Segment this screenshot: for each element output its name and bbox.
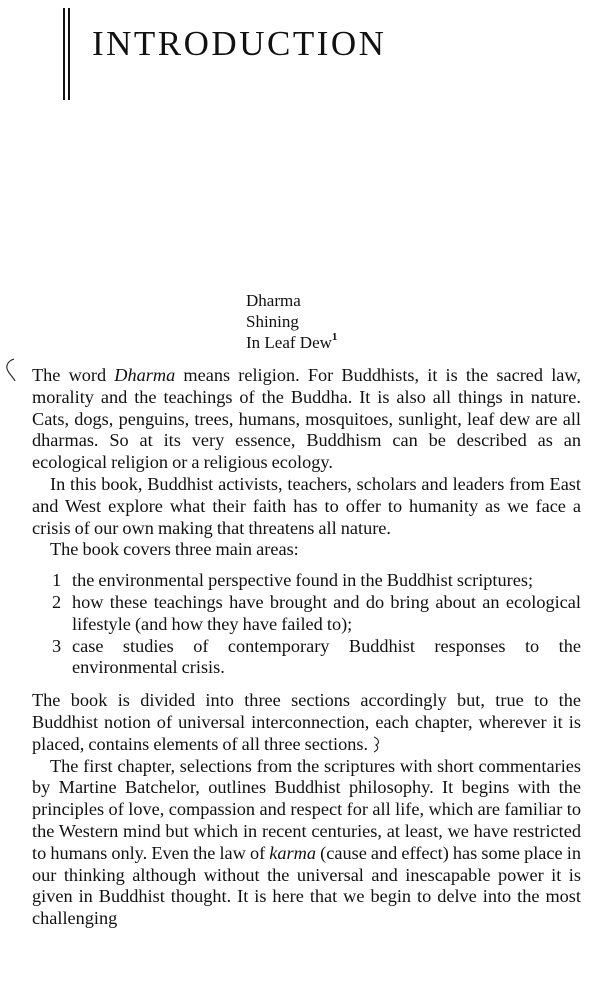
epigraph-line: In Leaf Dew$^1$ bbox=[246, 331, 338, 352]
page-title: INTRODUCTION bbox=[92, 24, 387, 63]
epigraph bbox=[246, 290, 337, 353]
paragraph: The book is divided into three sections accordingly but, true to the Buddhist notion of universal interconnection, each chapter, wherever it is placed, contains elements of all three sections. bbox=[32, 690, 581, 754]
list-item: 3 case studies of contemporary Buddhist responses to the environmental crisis. bbox=[52, 635, 581, 678]
epigraph-line: Dharma bbox=[246, 291, 301, 310]
body-text bbox=[32, 365, 581, 930]
epigraph-line: Shining bbox=[246, 312, 299, 331]
footnote-ref: 1 bbox=[331, 331, 338, 343]
numbered-list bbox=[32, 570, 581, 679]
list-item: 2 how these teachings have brought and do bring about an ecological lifestyle (and how they have failed to); bbox=[52, 591, 581, 634]
paragraph: The book covers three main areas: bbox=[50, 539, 299, 560]
paragraph: The first chapter, selections from the scriptures with short commentaries by Martine Batchelor, outlines Buddhist philosophy. It begins with the principles of love, compassion and respect for all life, which are familiar to the Western mind but which in recent centuries, at least, we have restricted to humans only. Even the law of karma (cause and effect) has some place in our thinking although without the universal and inescapable power it is given in Buddhist thought. It is here that we begin to delve into the most challenging bbox=[32, 755, 581, 929]
heading-rule-bars bbox=[63, 8, 71, 100]
paragraph: The word Dharma means religion. For Buddhists, it is the sacred law, morality and the teachings of the Buddha. It is also all things in nature. Cats, dogs, penguins, trees, humans, mosquitoes, sunlight, leaf dew are all dharmas. So at its very essence, Buddhism can be described as an ecological religion or a religious ecology. bbox=[32, 365, 581, 473]
paragraph: In this book, Buddhist activists, teachers, scholars and leaders from East and West explore what their faith has to offer to humanity as we face a crisis of our own making that threatens all nature. bbox=[32, 473, 581, 538]
pencil-mark-icon bbox=[3, 357, 17, 383]
list-item: 1 the environmental perspective found in the Buddhist scriptures; bbox=[52, 570, 534, 591]
pencil-mark-icon bbox=[372, 735, 382, 753]
